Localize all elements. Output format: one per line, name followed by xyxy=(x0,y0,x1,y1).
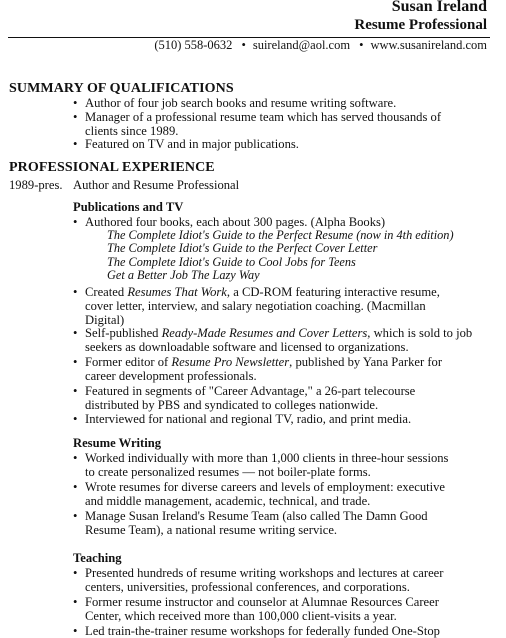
bullet-text: Digital) xyxy=(85,313,125,327)
bullet-text: Authored four books, each about 300 pages. (Alpha Books) xyxy=(85,215,386,229)
bullet-text: and middle management, academic, technical, and trade. xyxy=(85,494,371,508)
bullet-icon: • xyxy=(73,566,78,580)
bullet-text: cover letter, interview, and salary negotiation coaching. (Macmillan xyxy=(85,299,426,313)
bullet-text: centers, universities, professional conferences, and corporations. xyxy=(85,580,410,594)
phone-number: (510) 558-0632 xyxy=(154,38,233,52)
teaching-heading: Teaching xyxy=(73,551,122,565)
bullet-text: clients since 1989. xyxy=(85,124,179,138)
bullet-icon: • xyxy=(73,110,78,124)
bullet-text: Featured on TV and in major publications. xyxy=(85,137,299,151)
bullet-text: Featured in segments of "Career Advantage," a 26-part telecourse xyxy=(85,384,416,398)
product-title: Resumes That Work xyxy=(127,285,227,299)
bullet-icon: • xyxy=(73,326,78,340)
bullet-text: Worked individually with more than 1,000 clients in three-hour sessions xyxy=(85,451,449,465)
bullet-text: Self-published xyxy=(85,326,162,340)
applicant-title: Resume Professional xyxy=(354,17,487,33)
bullet-text: Wrote resumes for diverse careers and levels of employment: executive xyxy=(85,480,446,494)
separator-dot: • xyxy=(359,38,364,52)
newsletter-title: Resume Pro Newsletter xyxy=(171,355,290,369)
bullet-text: distributed by PBS and syndicated to colleges nationwide. xyxy=(85,398,379,412)
employment-dates: 1989-pres. xyxy=(9,178,63,192)
bullet-text: Manager of a professional resume team which has served thousands of xyxy=(85,110,442,124)
bullet-text: Former resume instructor and counselor at Alumnae Resources Career xyxy=(85,595,439,609)
bullet-icon: • xyxy=(73,509,78,523)
bullet-text: Created xyxy=(85,285,128,299)
bullet-text: to create personalized resumes — not boiler-plate forms. xyxy=(85,465,371,479)
bullet-text: , which is sold to job xyxy=(367,326,473,340)
bullet-text: Led train-the-trainer resume workshops for federally funded One-Stop xyxy=(85,624,440,638)
separator-dot: • xyxy=(241,38,246,52)
bullet-icon: • xyxy=(73,480,78,494)
product-title: Ready-Made Resumes and Cover Letters xyxy=(161,326,368,340)
book-title: Get a Better Job The Lazy Way xyxy=(107,268,260,282)
bullet-icon: • xyxy=(73,595,78,609)
book-title: The Complete Idiot's Guide to the Perfect Cover Letter xyxy=(107,241,378,255)
bullet-text: Resume Team), a national resume writing service. xyxy=(85,523,338,537)
publications-heading: Publications and TV xyxy=(73,200,184,214)
bullet-text: Center, which received more than 100,000 client-visits a year. xyxy=(85,609,397,623)
contact-line xyxy=(154,38,487,53)
bullet-text: career development professionals. xyxy=(85,369,257,383)
book-title: The Complete Idiot's Guide to Cool Jobs for Teens xyxy=(107,255,356,269)
bullet-icon: • xyxy=(73,412,78,426)
bullet-icon: • xyxy=(73,624,78,638)
bullet-icon: • xyxy=(73,285,78,299)
job-title: Author and Resume Professional xyxy=(73,178,240,192)
email-address: suireland@aol.com xyxy=(252,38,351,52)
experience-heading: PROFESSIONAL EXPERIENCE xyxy=(9,160,215,175)
bullet-text: Interviewed for national and regional TV, radio, and print media. xyxy=(85,412,412,426)
bullet-text: seekers as downloadable software and licensed to organizations. xyxy=(85,340,409,354)
bullet-text: , a CD-ROM featuring interactive resume, xyxy=(226,285,440,299)
applicant-name: Susan Ireland xyxy=(391,0,487,15)
bullet-icon: • xyxy=(73,137,78,151)
bullet-icon: • xyxy=(73,215,78,229)
summary-heading: SUMMARY OF QUALIFICATIONS xyxy=(9,81,234,96)
book-title: The Complete Idiot's Guide to the Perfect Resume (now in 4th edition) xyxy=(107,228,454,242)
bullet-text: , published by Yana Parker for xyxy=(289,355,443,369)
resume-writing-heading: Resume Writing xyxy=(73,436,162,450)
bullet-text: Presented hundreds of resume writing workshops and lectures at career xyxy=(85,566,444,580)
bullet-icon: • xyxy=(73,451,78,465)
bullet-text: Former editor of xyxy=(85,355,172,369)
bullet-icon: • xyxy=(73,384,78,398)
bullet-icon: • xyxy=(73,96,78,110)
bullet-icon: • xyxy=(73,355,78,369)
bullet-text: Manage Susan Ireland's Resume Team (also called The Damn Good xyxy=(85,509,428,523)
bullet-text: Author of four job search books and resume writing software. xyxy=(85,96,397,110)
website-url: www.susanireland.com xyxy=(370,38,487,52)
